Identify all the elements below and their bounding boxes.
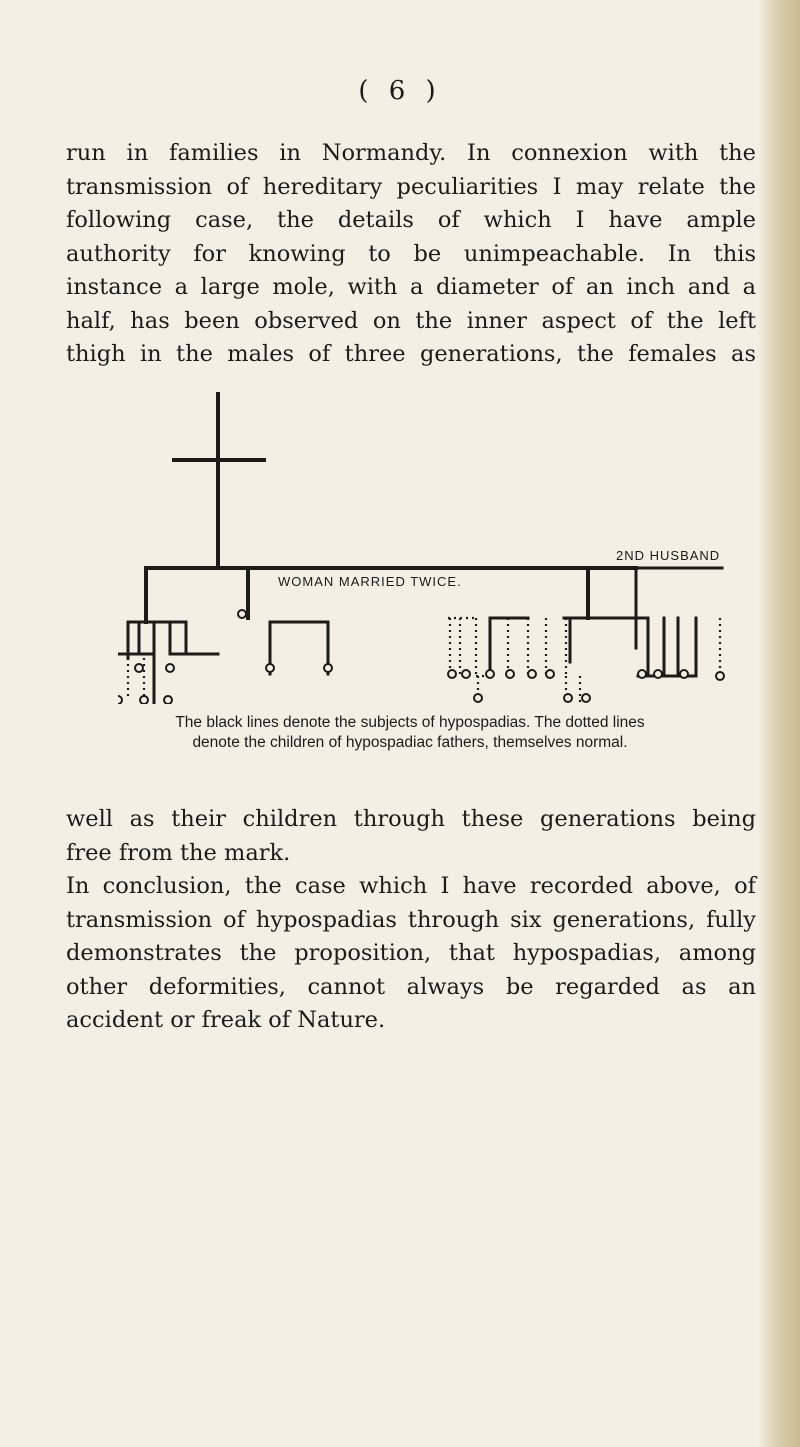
paragraph-line: demonstrates the proposition, that hypospadias, among [66,940,756,966]
paragraph-line: thigh in the males of three generations, the females as [66,341,756,367]
figure-caption [60,713,760,753]
page-edge-shadow [758,0,800,1447]
pedigree-dotted-lines [128,618,720,704]
pedigree-chart [118,392,738,704]
paragraph-2 [66,803,756,1038]
paragraph-line: free from the mark. [66,839,291,866]
label-woman-married-twice: WOMAN MARRIED TWICE. [278,574,462,589]
paragraph-1 [66,137,756,372]
paragraph-line: transmission of hypospadias through six generations, fully [66,906,756,933]
paragraph-line: transmission of hereditary peculiarities I may relate the [66,173,756,200]
paragraph-line: following case, the details of which I have ample [66,207,756,233]
pedigree-circles [118,610,724,704]
label-second-husband: 2ND HUSBAND [616,548,721,563]
page-number: ( 6 ) [358,76,442,106]
paragraph-line: run in families in Normandy. In connexion with the [66,140,756,166]
paragraph-line: half, has been observed on the inner aspect of the left [66,307,756,334]
paragraph-line: well as their children through these generations being [66,806,756,832]
caption-line: denote the children of hypospadiac fathers, themselves normal. [192,734,628,751]
paragraph-line: instance a large mole, with a diameter of an inch and a [66,274,756,300]
paragraph-line: other deformities, cannot always be regarded as an [66,973,756,1000]
caption-line: The black lines denote the subjects of hypospadias. The dotted lines [175,714,645,731]
paragraph-line: authority for knowing to be unimpeachable. In this [66,240,756,267]
paragraph-line: In conclusion, the case which I have recorded above, of [66,873,756,899]
paragraph-line: accident or freak of Nature. [66,1007,386,1033]
